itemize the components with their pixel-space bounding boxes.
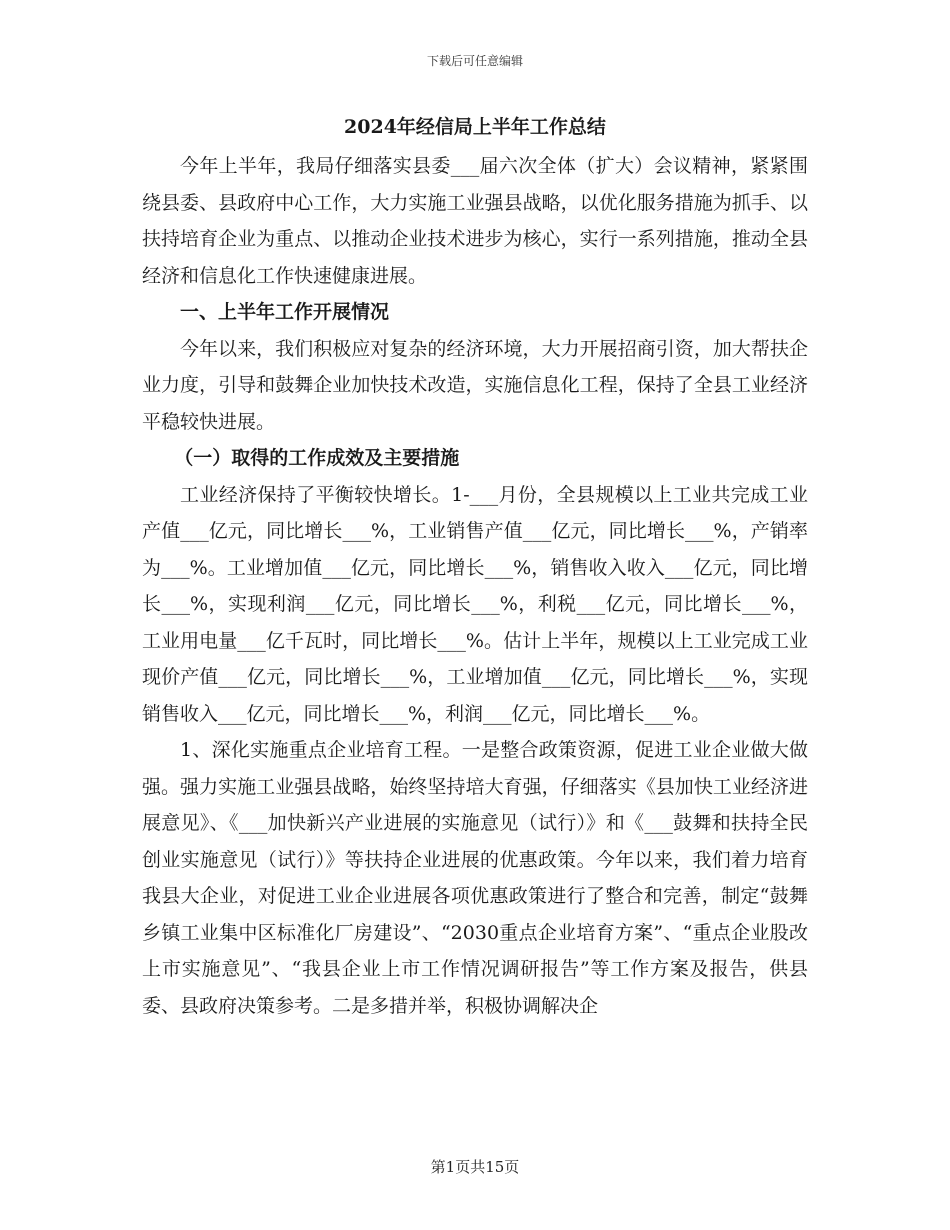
document-body bbox=[142, 108, 808, 1024]
section1-paragraph: 今年以来，我们积极应对复杂的经济环境，大力开展招商引资，加大帮扶企业力度，引导和鼓舞企业加快技术改造，实施信息化工程，保持了全县工业经济平稳较快进展。 bbox=[142, 337, 808, 433]
item1-paragraph: 1、深化实施重点企业培育工程。一是整合政策资源，促进工业企业做大做强。强力实施工业强县战略，始终坚持培大育强，仔细落实《县加快工业经济进展意见》、《___加快新兴产业进展的实施意见（试行）》和《___鼓舞和扶持全民创业实施意见（试行）》等扶持企业进展的优惠政策。今年以来，我们着力培育我县大企业，对促进工业企业进展各项优惠政策进行了整合和完善，制定“鼓舞乡镇工业集中区标准化厂房建设”、“2030重点企业培育方案”、“重点企业股改上市实施意见”、“我县企业上市工作情况调研报告”等工作方案及报告，供县委、县政府决策参考。二是多措并举，积极协调解决企 bbox=[142, 739, 808, 1017]
section-heading-1: 一、上半年工作开展情况 bbox=[180, 301, 390, 323]
intro-paragraph: 今年上半年，我局仔细落实县委___届六次全体（扩大）会议精神，紧紧围绕县委、县政府中心工作，大力实施工业强县战略，以优化服务措施为抓手、以扶持培育企业为重点、以推动企业技术进步为核心，实行一系列措施，推动全县经济和信息化工作快速健康进展。 bbox=[142, 155, 808, 287]
page-header-note: 下载后可任意编辑 bbox=[426, 54, 523, 68]
subsection-heading-1: （一）取得的工作成效及主要措施 bbox=[174, 447, 460, 469]
economy-paragraph: 工业经济保持了平衡较快增长。1-___月份，全县规模以上工业共完成工业产值___亿元，同比增长___%，工业销售产值___亿元，同比增长___%，产销率为___%。工业增加值___亿元，同比增长___%，销售收入收入___亿元，同比增长___%，实现利润___亿元，同比增长___%，利税___亿元，同比增长___%，工业用电量___亿千瓦时，同比增长___%。估计上半年，规模以上工业完成工业现价产值___亿元，同比增长___%，工业增加值___亿元，同比增长___%，实现销售收入___亿元，同比增长___%，利润___亿元，同比增长___%。 bbox=[142, 483, 808, 725]
page-footer-number: 第1页共15页 bbox=[430, 1158, 520, 1176]
document-title: 2024年经信局上半年工作总结 bbox=[344, 116, 606, 138]
